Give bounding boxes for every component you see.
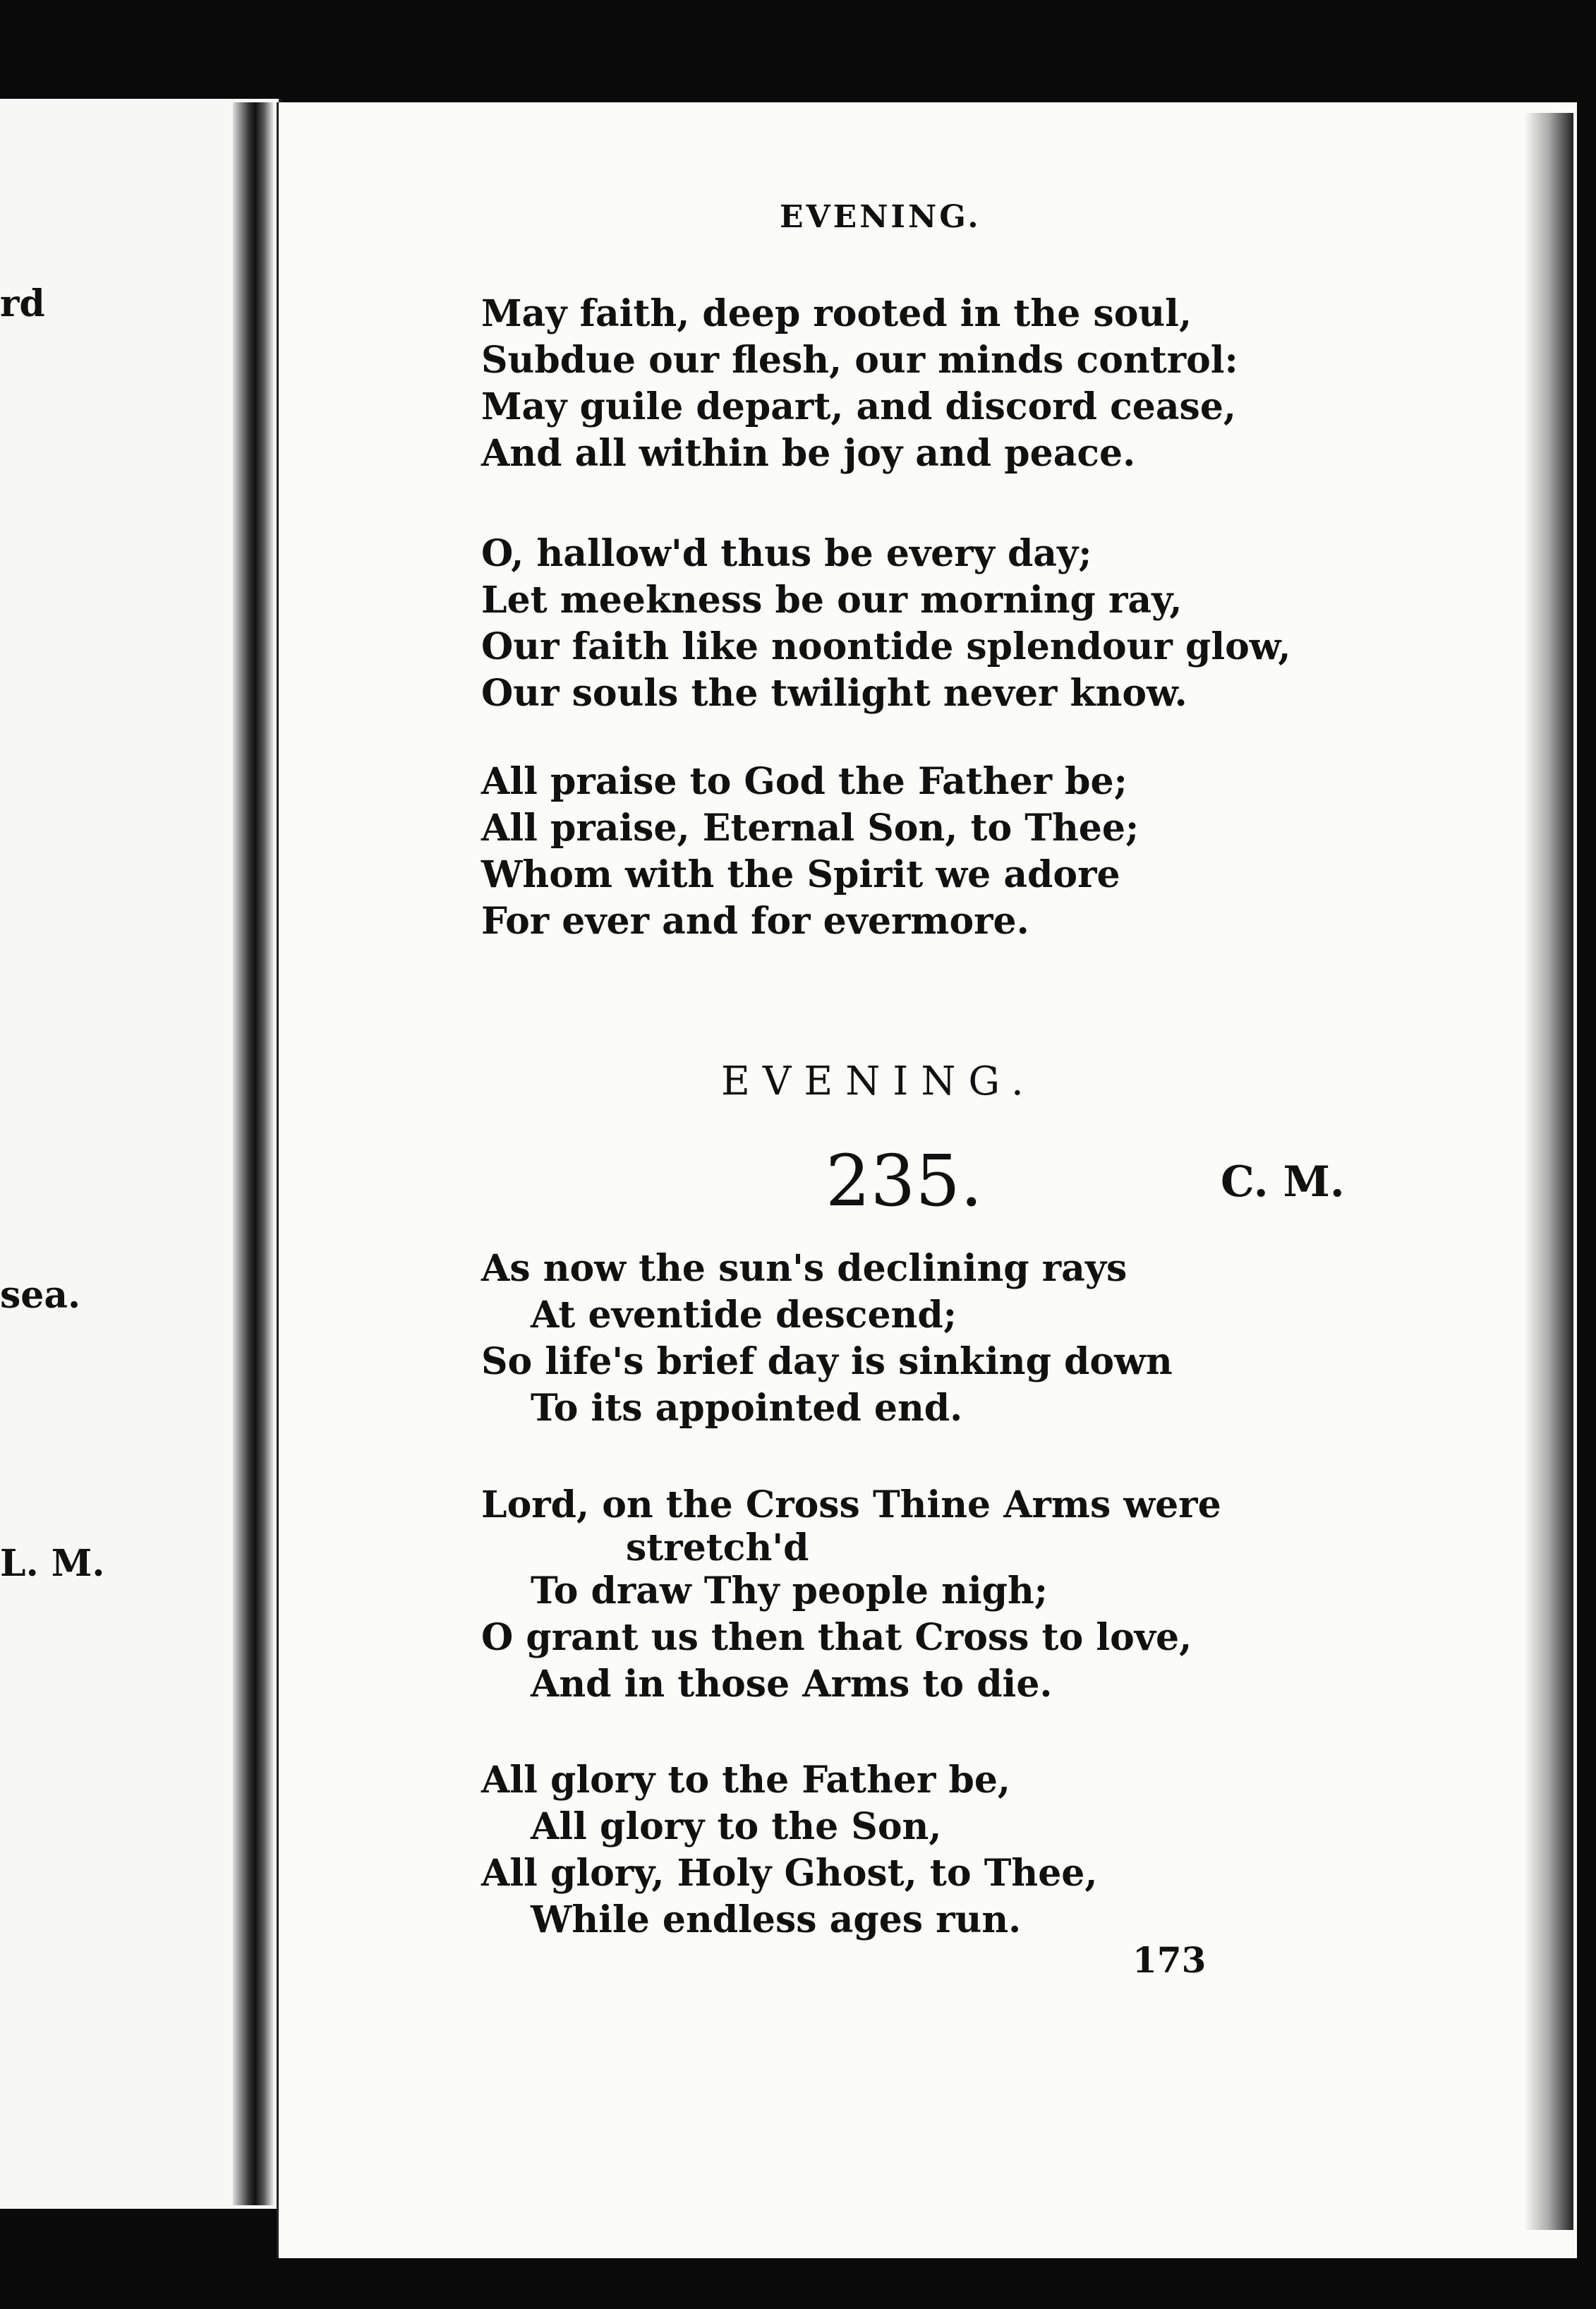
verse-line: Our souls the twilight never know. bbox=[481, 672, 1187, 715]
verse-line: May faith, deep rooted in the soul, bbox=[481, 292, 1192, 335]
left-page-fragment: rd bbox=[0, 282, 45, 325]
verse-line: Let meekness be our morning ray, bbox=[481, 579, 1183, 622]
book-gutter bbox=[233, 102, 274, 2205]
verse-line: To its appointed end. bbox=[531, 1387, 963, 1430]
verse-line: And in those Arms to die. bbox=[531, 1663, 1053, 1706]
hymn-number: 235. bbox=[826, 1140, 983, 1222]
verse-line: At eventide descend; bbox=[531, 1294, 957, 1337]
running-head: EVENING. bbox=[780, 199, 981, 235]
verse-line: While endless ages run. bbox=[531, 1898, 1022, 1941]
verse-line: All praise, Eternal Son, to Thee; bbox=[481, 807, 1139, 850]
left-page-fragment: L. M. bbox=[0, 1542, 105, 1585]
continuation-stanza bbox=[481, 531, 1290, 717]
hymn-stanza bbox=[481, 1482, 1221, 1708]
verse-line: stretch'd bbox=[626, 1526, 809, 1569]
verse-line: To draw Thy people nigh; bbox=[531, 1569, 1048, 1612]
verse-line: O grant us then that Cross to love, bbox=[481, 1616, 1192, 1659]
page-number: 173 bbox=[1132, 1939, 1207, 1981]
hymn-title: EVENING. bbox=[721, 1059, 1036, 1104]
left-page-fragment: sea. bbox=[0, 1274, 81, 1317]
verse-line: All glory to the Son, bbox=[531, 1805, 942, 1848]
verse-line: May guile depart, and discord cease, bbox=[481, 385, 1237, 428]
verse-line: For ever and for evermore. bbox=[481, 900, 1029, 943]
doxology-stanza bbox=[481, 759, 1139, 945]
verse-line: All praise to God the Father be; bbox=[481, 760, 1128, 803]
verse-line: All glory to the Father be, bbox=[481, 1759, 1011, 1802]
verse-line: Subdue our flesh, our minds control: bbox=[481, 339, 1238, 382]
verse-line: Our faith like noontide splendour glow, bbox=[481, 625, 1291, 668]
continuation-stanza bbox=[481, 291, 1238, 477]
page-edge-shadow bbox=[1524, 113, 1573, 2230]
hymn-stanza bbox=[481, 1757, 1097, 1943]
verse-line: So life's brief day is sinking down bbox=[481, 1340, 1173, 1383]
hymn-meter: C. M. bbox=[1221, 1157, 1345, 1207]
verse-line: O, hallow'd thus be every day; bbox=[481, 532, 1092, 575]
verse-line: Whom with the Spirit we adore bbox=[481, 853, 1120, 896]
verse-line: Lord, on the Cross Thine Arms were bbox=[481, 1483, 1221, 1526]
verse-line: As now the sun's declining rays bbox=[481, 1247, 1128, 1290]
verse-line: And all within be joy and peace. bbox=[481, 432, 1136, 475]
hymn-stanza bbox=[481, 1246, 1173, 1432]
verse-line: All glory, Holy Ghost, to Thee, bbox=[481, 1852, 1098, 1895]
